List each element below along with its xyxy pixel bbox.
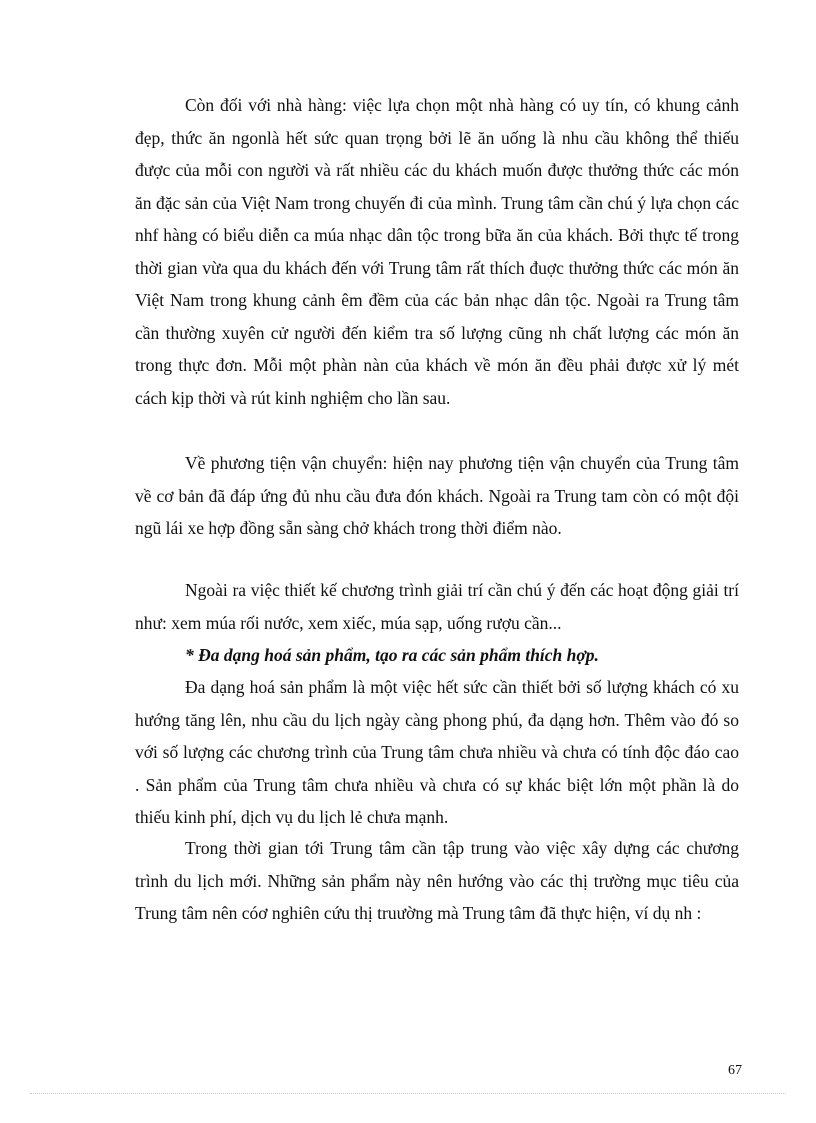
paragraph-entertainment: Ngoài ra việc thiết kế chương trình giải trí cần chú ý đến các hoạt động giải trí như: xem múa rối nước, xem xiếc, múa sạp, uống rượu cần... [135, 580, 739, 633]
footer-divider [30, 1093, 786, 1094]
section-heading: * Đa dạng hoá sản phẩm, tạo ra các sản phẩm thích hợp. [185, 645, 599, 665]
paragraph-transport: Về phương tiện vận chuyển: hiện nay phương tiện vận chuyển của Trung tâm về cơ bản đã đáp ứng đủ nhu cầu đưa đón khách. Ngoài ra Trung tam còn có một đội ngũ lái xe hợp đồng sẵn sàng chở khách trong thời điểm nào. [135, 453, 739, 538]
page-number: 67 [728, 1063, 742, 1078]
paragraph-restaurant: Còn đối với nhà hàng: việc lựa chọn một nhà hàng có uy tín, có khung cảnh đẹp, thức ăn ngonlà hết sức quan trọng bởi lẽ ăn uống là nhu cầu không thể thiếu được của mỗi con người và rất nhiều các du khách muốn được thưởng thức các món ăn đặc sản của Việt Nam trong chuyến đi của mình. Trung tâm cần chú ý lựa chọn các nhf hàng có biểu diễn ca múa nhạc dân tộc trong bữa ăn của khách. Bởi thực tế trong thời gian vừa qua du khách đến với Trung tâm rất thích đuợc thưởng thức các món ăn Việt Nam trong khung cảnh êm đềm của các bản nhạc dân tộc. Ngoài ra Trung tâm cần thường xuyên cử người đến kiểm tra số lượng cũng nh chất lượng các món ăn trong thực đơn. Mỗi một phàn nàn của khách về món ăn đều phải được xử lý mét cách kịp thời và rút kinh nghiệm cho lần sau. [135, 95, 739, 408]
paragraph-new-programs: Trong thời gian tới Trung tâm cần tập trung vào việc xây dựng các chương trình du lịch mới. Những sản phẩm này nên hướng vào các thị trường mục tiêu của Trung tâm nên cóơ nghiên cứu thị truường mà Trung tâm đã thực hiện, ví dụ nh : [135, 838, 739, 923]
paragraph-diversification: Đa dạng hoá sản phẩm là một việc hết sức cần thiết bởi số lượng khách có xu hướng tăng lên, nhu cầu du lịch ngày càng phong phú, đa dạng hơn. Thêm vào đó so với số lượng các chương trình của Trung tâm chưa nhiều và chưa có tính độc đáo cao . Sản phẩm của Trung tâm chưa nhiều và chưa có sự khác biệt lớn một phần là do thiếu kinh phí, dịch vụ du lịch lẻ chưa mạnh. [135, 677, 739, 827]
